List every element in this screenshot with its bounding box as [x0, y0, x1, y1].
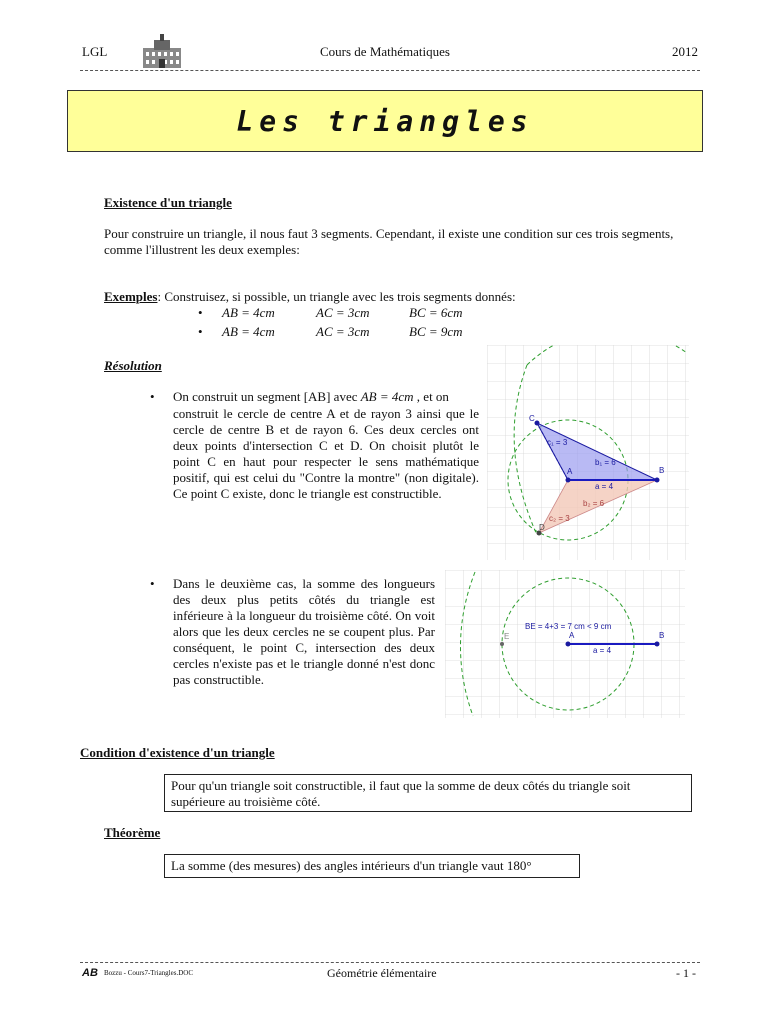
resolution-item-2: Dans le deuxième cas, la somme des longueurs des deux plus petits côtés du triangle est inférieure à la longueur du troisième côté. On voit alors que les deux cercles ne se coupent plus. Par conséquent, le point C, intersection des deux cercles n'existe pas et le triangle donné n'est donc pas constructible. [173, 576, 435, 687]
resolution-heading: Résolution [104, 358, 162, 373]
header-rule [80, 70, 700, 71]
item1-start: On construit un segment [AB] avec [173, 389, 361, 404]
label-c: C [529, 414, 535, 423]
bullet: • [198, 324, 203, 339]
label-a-4: a = 4 [595, 482, 614, 491]
examples-line [104, 289, 516, 305]
label-d: D [539, 523, 545, 532]
example-2-bc: BC = 9cm [409, 324, 463, 339]
footer-logo: AB [82, 967, 98, 979]
title-banner [67, 90, 703, 152]
section-heading-existence: Existence d'un triangle [104, 195, 232, 210]
example-1-ab: AB = 4cm [222, 305, 275, 320]
examples-label: Exemples [104, 289, 158, 304]
theorem-box: La somme (des mesures) des angles intérieurs d'un triangle vaut 180° [164, 854, 580, 878]
label-a: A [567, 467, 573, 476]
header-left: LGL [82, 44, 108, 59]
point-b [655, 642, 660, 647]
item1-end: , et on [413, 389, 449, 404]
footer-rule [80, 962, 700, 963]
label-c2-3: c₂ = 3 [549, 514, 570, 523]
point-b [655, 478, 660, 483]
school-building-logo [140, 32, 184, 70]
examples-text: : Construisez, si possible, un triangle avec les trois segments donnés: [157, 289, 516, 304]
bullet: • [150, 389, 155, 404]
theorem-heading: Théorème [104, 825, 161, 840]
resolution-item-1-first-line [173, 389, 479, 405]
footer-center: Géométrie élémentaire [327, 966, 437, 980]
figure-triangle-not-constructible [445, 570, 685, 718]
label-a-4: a = 4 [593, 646, 612, 655]
example-1-bc: BC = 6cm [409, 305, 463, 320]
example-1-ac: AC = 3cm [316, 305, 370, 320]
header-right: 2012 [672, 44, 698, 59]
point-a [566, 478, 571, 483]
point-e [500, 642, 504, 646]
label-c-3: c₁ = 3 [547, 438, 568, 447]
label-a: A [569, 631, 575, 640]
point-c [535, 421, 540, 426]
label-b: B [659, 466, 665, 475]
note-sum: BE = 4+3 = 7 cm < 9 cm [525, 622, 612, 631]
label-b: B [659, 631, 665, 640]
example-2-ab: AB = 4cm [222, 324, 275, 339]
label-b-6: b₁ = 6 [595, 458, 616, 467]
bullet: • [198, 305, 203, 320]
footer-file: Bozzu - Cours7-Triangles.DOC [104, 969, 193, 977]
header-center: Cours de Mathématiques [320, 44, 450, 59]
point-a [566, 642, 571, 647]
condition-heading: Condition d'existence d'un triangle [80, 745, 275, 760]
resolution-item-1: construit le cercle de centre A et de rayon 3 ainsi que le cercle de centre B et de rayon 6. Ces deux cercles ont deux points d'intersection C et D. On choisit plutôt le point C en haut pour respecter le sens mathématique positif, qui est celui du "Contre la montre" (non digitale). Ce point C existe, donc le triangle est constructible. [173, 406, 479, 501]
bullet: • [150, 576, 155, 591]
footer-page-number: - 1 - [676, 966, 696, 980]
example-2-ac: AC = 3cm [316, 324, 370, 339]
label-b2-6: b₂ = 6 [583, 499, 605, 508]
item1-math: AB = 4cm [360, 389, 414, 404]
figure-triangle-constructible [487, 345, 689, 560]
intro-paragraph: Pour construire un triangle, il nous faut 3 segments. Cependant, il existe une condition sur ces trois segments, comme l'illustrent les deux exemples: [104, 226, 674, 257]
page-title: Les triangles [236, 104, 534, 138]
label-e: E [504, 632, 510, 641]
condition-box: Pour qu'un triangle soit constructible, il faut que la somme de deux côtés du triangle soit supérieure au troisième côté. [164, 774, 692, 812]
